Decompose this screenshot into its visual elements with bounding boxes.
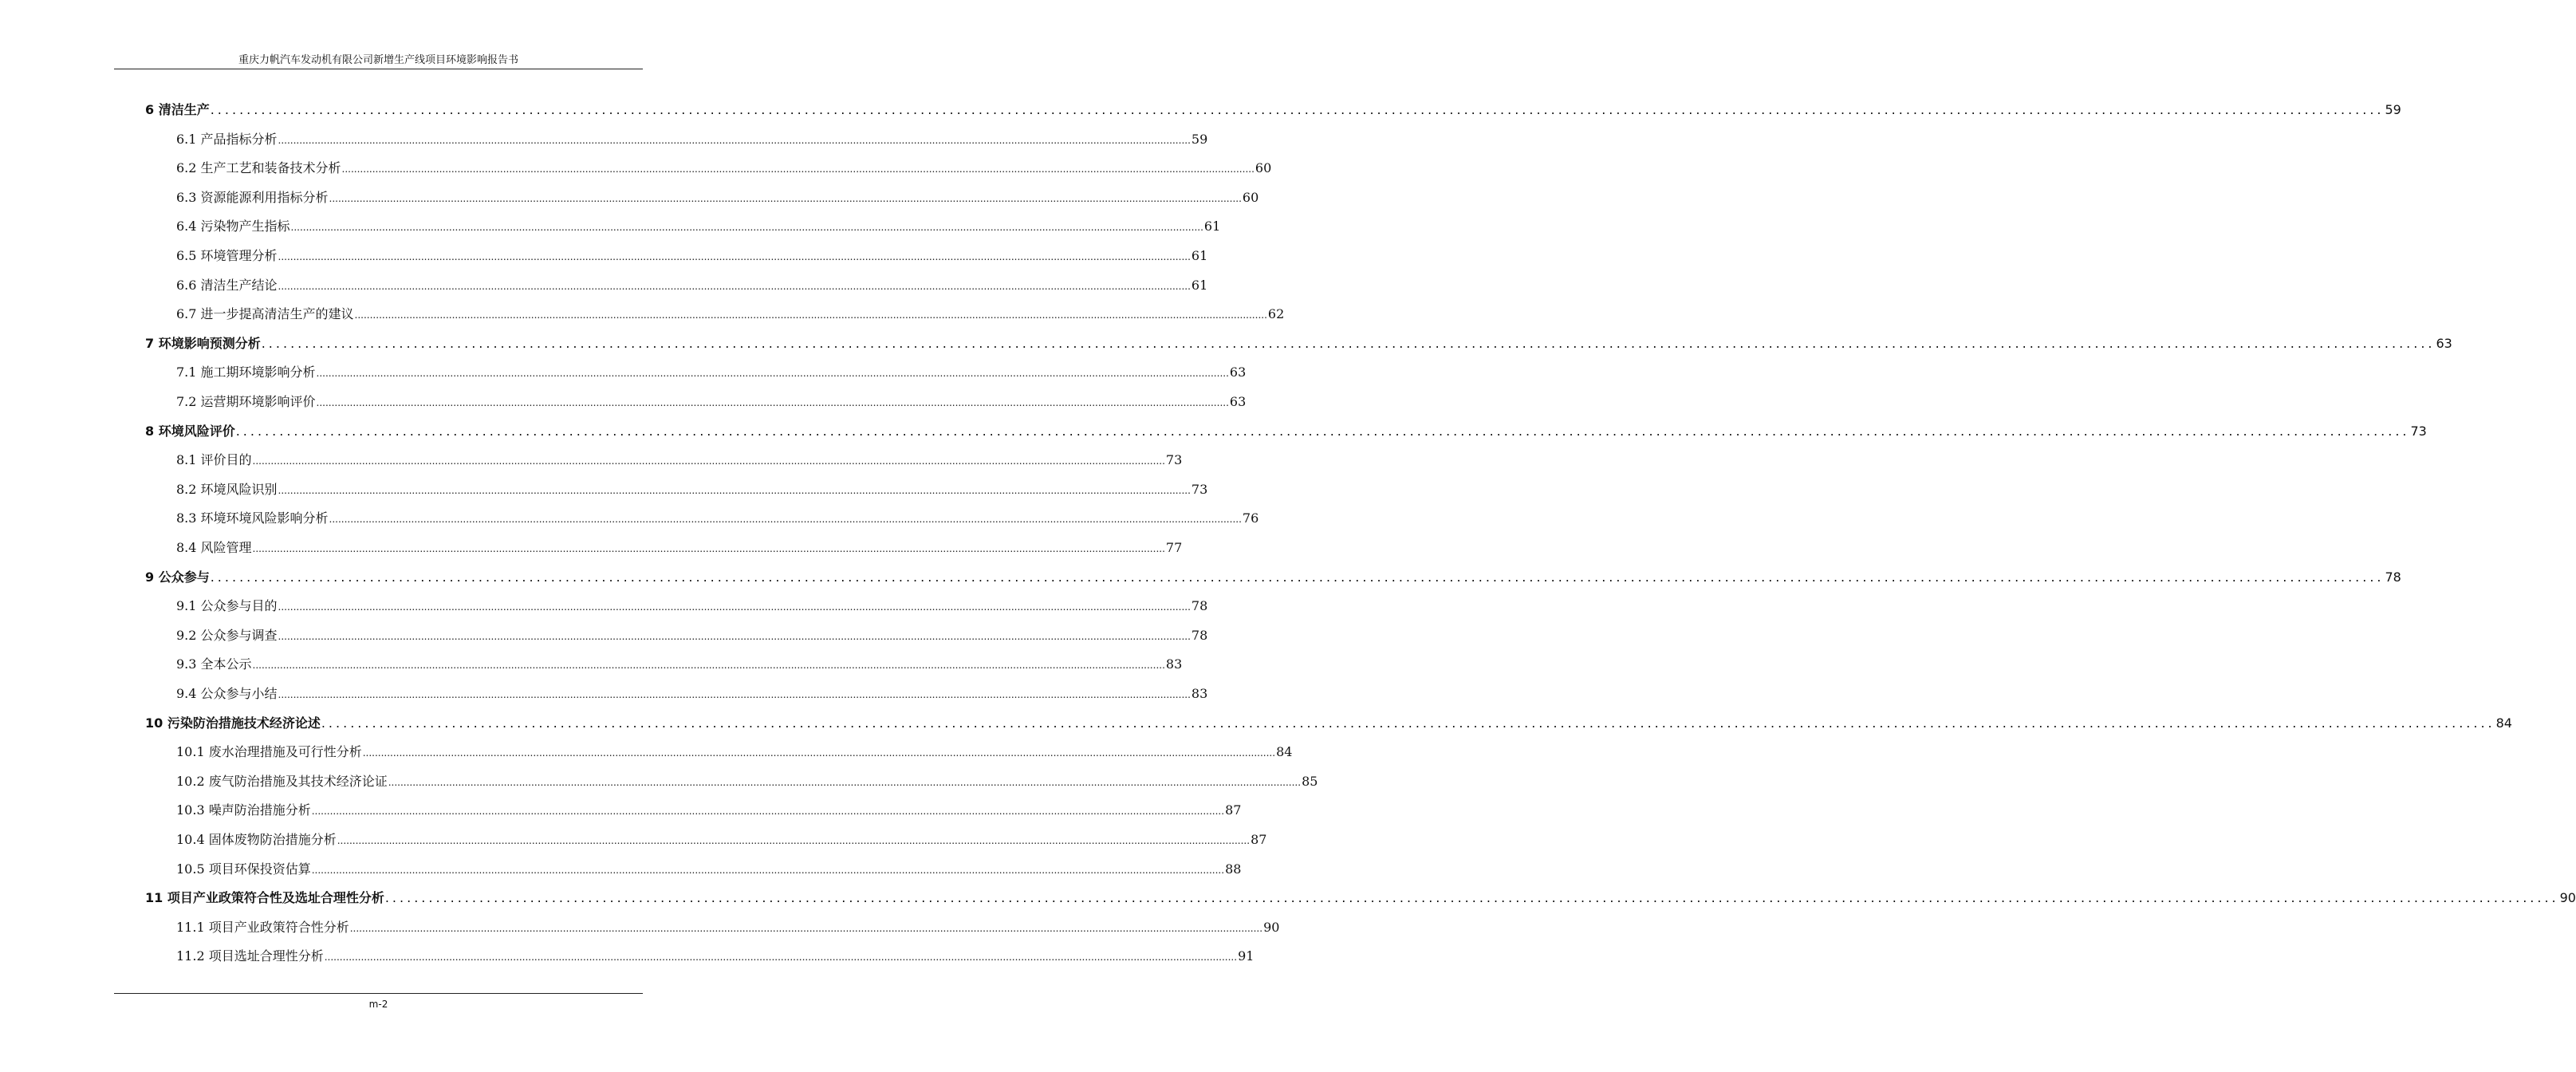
toc-chapter-entry[interactable] [145, 714, 2512, 733]
toc-section-entry[interactable] [176, 392, 1247, 412]
toc-section-entry[interactable] [176, 772, 1318, 791]
toc-entry-label: 10.4 固体废物防治措施分析 [176, 832, 337, 847]
toc-entry-label: 8.3 环境环境风险影响分析 [176, 510, 329, 526]
toc-section-entry[interactable] [176, 801, 1242, 820]
toc-entry-page: 87 [1225, 802, 1242, 818]
toc-entry-label: 10.3 噪声防治措施分析 [176, 802, 311, 818]
toc-section-entry[interactable] [176, 159, 1272, 178]
toc-dot-leader: ............................................................................................................................................................................................................................................................................................................ [316, 397, 1229, 408]
toc-dot-leader: ............................................................................................................................................................................................................................................................................................................ [278, 134, 1191, 146]
toc-entry-page: 59 [2385, 102, 2401, 117]
toc-entry-label: 6.2 生产工艺和装备技术分析 [176, 160, 341, 176]
toc-entry-page: 76 [1242, 510, 1259, 526]
toc-entry-label: 10.5 项目环保投资估算 [176, 861, 311, 877]
toc-section-entry[interactable] [176, 480, 1208, 499]
toc-dot-leader: ............................................................................................................................................................................................................................................................................................................ [252, 455, 1165, 467]
toc-section-entry[interactable] [176, 276, 1208, 295]
toc-entry-page: 78 [1191, 598, 1208, 614]
toc-entry-label: 6.7 进一步提高清洁生产的建议 [176, 306, 354, 322]
toc-section-entry[interactable] [176, 830, 1267, 849]
toc-section-entry[interactable] [176, 743, 1293, 762]
toc-entry-label: 9.4 公众参与小结 [176, 686, 278, 701]
toc-dot-leader: ............................................................................................................................................................................................................................................................................................................ [316, 368, 1229, 380]
toc-dot-leader: ............................................................................................................................................................................................................................................................................................................ [252, 660, 1165, 672]
toc-entry-label: 11 项目产业政策符合性及选址合理性分析 [145, 890, 384, 906]
toc-entry-label: 11.1 项目产业政策符合性分析 [176, 919, 349, 935]
toc-section-entry[interactable] [176, 509, 1259, 528]
toc-entry-label: 10.1 废水治理措施及可行性分析 [176, 744, 362, 760]
toc-entry-page: 59 [1191, 131, 1208, 147]
toc-dot-leader: ............................................................................................................................................................................................................................................................................................................ [278, 630, 1191, 642]
toc-entry-page: 90 [2559, 890, 2576, 906]
toc-entry-label: 6.4 污染物产生指标 [176, 219, 290, 235]
toc-entry-label: 8.2 环境风险识别 [176, 481, 278, 497]
toc-section-entry[interactable] [176, 655, 1183, 674]
toc-dot-leader: ............................................................................................................................................................................................................................................................................................................ [362, 747, 1276, 759]
toc-entry-page: 63 [2436, 335, 2452, 351]
toc-entry-label: 11.2 项目选址合理性分析 [176, 948, 324, 964]
footer-rule [114, 993, 643, 994]
toc-entry-page: 84 [2495, 715, 2512, 731]
toc-dot-leader: ............................................................................................................................................................................................................................................................................................................ [329, 192, 1242, 204]
toc-entry-page: 61 [1203, 219, 1221, 235]
toc-entry-page: 83 [1191, 686, 1208, 701]
toc-entry-page: 61 [1191, 277, 1208, 293]
toc-entry-page: 90 [1263, 919, 1280, 935]
toc-section-entry[interactable] [176, 451, 1183, 470]
toc-dot-leader: ............................................................................................................................................................................................................................................................................................................ [341, 164, 1255, 175]
toc-entry-label: 10.2 废气防治措施及其技术经济论证 [176, 773, 388, 789]
toc-chapter-entry[interactable] [145, 422, 2427, 441]
toc-entry-page: 62 [1267, 306, 1285, 322]
toc-dot-leader: ............................................................................................................................................................................................................................................................................................................ [278, 484, 1191, 496]
toc-entry-label: 10 污染防治措施技术经济论述 [145, 715, 321, 731]
toc-entry-page: 60 [1255, 160, 1272, 176]
toc-entry-page: 87 [1251, 832, 1267, 847]
toc-dot-leader: ............................................................................................................................................................................................................................................................................................................ [388, 776, 1302, 788]
toc-section-entry[interactable] [176, 217, 1221, 236]
toc-entry-page: 73 [1165, 452, 1183, 468]
toc-dot-leader: ............................................................................................................................................................................................................................................................................................................ [278, 251, 1191, 262]
toc-entry-page: 60 [1242, 189, 1259, 205]
toc-entry-page: 78 [1191, 627, 1208, 643]
toc-entry-page: 73 [2410, 423, 2427, 439]
toc-section-entry[interactable] [176, 538, 1183, 558]
toc-chapter-entry[interactable] [145, 100, 2401, 120]
page-number: m-2 [368, 999, 388, 1010]
toc-entry-label: 7 环境影响预测分析 [145, 335, 261, 351]
toc-section-entry[interactable] [176, 947, 1255, 966]
toc-section-entry[interactable] [176, 860, 1242, 879]
toc-dot-leader: ............................................................................................................................................................................................................................................................................................................ [321, 715, 2495, 731]
toc-entry-label: 7.1 施工期环境影响分析 [176, 365, 316, 380]
toc-entry-label: 7.2 运营期环境影响评价 [176, 394, 316, 409]
toc-dot-leader: ............................................................................................................................................................................................................................................................................................................ [329, 514, 1242, 526]
toc-dot-leader: ............................................................................................................................................................................................................................................................................................................ [278, 601, 1191, 613]
toc-dot-leader: ............................................................................................................................................................................................................................................................................................................ [261, 335, 2436, 351]
toc-entry-label: 8.4 风险管理 [176, 540, 252, 555]
toc-entry-label: 6.5 环境管理分析 [176, 248, 278, 263]
toc-dot-leader: ............................................................................................................................................................................................................................................................................................................ [252, 543, 1165, 554]
toc-entry-label: 6.1 产品指标分析 [176, 131, 278, 147]
toc-entry-label: 8 环境风险评价 [145, 423, 235, 439]
toc-dot-leader: ............................................................................................................................................................................................................................................................................................................ [311, 864, 1225, 876]
toc-entry-label: 9 公众参与 [145, 569, 210, 585]
toc-entry-label: 8.1 评价目的 [176, 452, 252, 468]
toc-dot-leader: ............................................................................................................................................................................................................................................................................................................ [210, 569, 2385, 585]
toc-entry-label: 6 清洁生产 [145, 102, 210, 117]
toc-dot-leader: ............................................................................................................................................................................................................................................................................................................ [311, 806, 1225, 818]
toc-entry-page: 78 [2385, 569, 2401, 585]
toc-entry-page: 73 [1191, 481, 1208, 497]
toc-section-entry[interactable] [176, 597, 1208, 616]
toc-entry-page: 84 [1276, 744, 1293, 760]
toc-chapter-entry[interactable] [145, 334, 2452, 353]
toc-entry-page: 91 [1238, 948, 1255, 964]
toc-section-entry[interactable] [176, 626, 1208, 645]
toc-dot-leader: ............................................................................................................................................................................................................................................................................................................ [337, 835, 1251, 846]
toc-chapter-entry[interactable] [145, 568, 2401, 587]
toc-dot-leader: ............................................................................................................................................................................................................................................................................................................ [354, 309, 1267, 321]
toc-dot-leader: ............................................................................................................................................................................................................................................................................................................ [235, 423, 2410, 439]
toc-entry-label: 6.6 清洁生产结论 [176, 277, 278, 293]
toc-dot-leader: ............................................................................................................................................................................................................................................................................................................ [210, 102, 2385, 117]
toc-dot-leader: ............................................................................................................................................................................................................................................................................................................ [278, 689, 1191, 700]
toc-chapter-entry[interactable] [145, 889, 2576, 908]
toc-entry-page: 61 [1191, 248, 1208, 263]
toc-dot-leader: ............................................................................................................................................................................................................................................................................................................ [290, 222, 1203, 234]
toc-section-entry[interactable] [176, 684, 1208, 704]
toc-entry-page: 85 [1302, 773, 1318, 789]
toc-entry-page: 88 [1225, 861, 1242, 877]
toc-entry-page: 63 [1229, 365, 1247, 380]
toc-section-entry[interactable] [176, 246, 1208, 266]
toc-dot-leader: ............................................................................................................................................................................................................................................................................................................ [278, 280, 1191, 292]
toc-section-entry[interactable] [176, 918, 1280, 937]
page-header-title: 重庆力帆汽车发动机有限公司新增生产线项目环境影响报告书 [238, 54, 518, 66]
toc-entry-page: 77 [1165, 540, 1183, 555]
toc-section-entry[interactable] [176, 130, 1208, 149]
toc-section-entry[interactable] [176, 305, 1285, 324]
toc-section-entry[interactable] [176, 188, 1259, 207]
toc-entry-page: 83 [1165, 656, 1183, 672]
toc-entry-label: 9.2 公众参与调查 [176, 627, 278, 643]
toc-entry-label: 9.1 公众参与目的 [176, 598, 278, 614]
toc-dot-leader: ............................................................................................................................................................................................................................................................................................................ [349, 922, 1263, 934]
toc-dot-leader: ............................................................................................................................................................................................................................................................................................................ [384, 890, 2559, 906]
toc-entry-page: 63 [1229, 394, 1247, 409]
toc-dot-leader: ............................................................................................................................................................................................................................................................................................................ [324, 952, 1238, 964]
toc-entry-label: 9.3 全本公示 [176, 656, 252, 672]
toc-entry-label: 6.3 资源能源利用指标分析 [176, 189, 329, 205]
toc-section-entry[interactable] [176, 363, 1247, 382]
